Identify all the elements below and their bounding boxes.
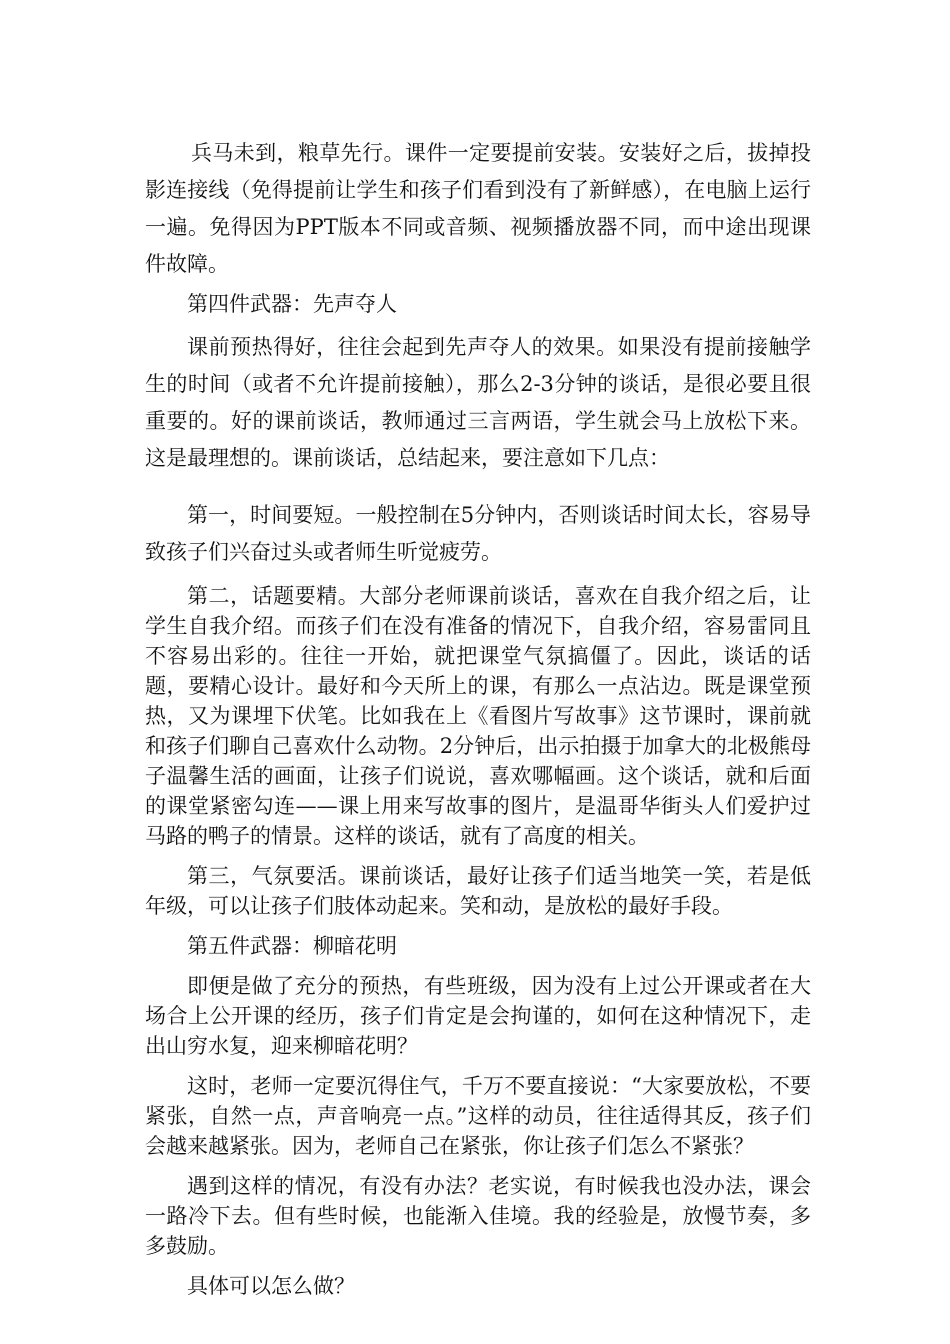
section-heading-weapon-four: 第四件武器：先声夺人	[187, 292, 397, 316]
paragraph-warm-up: 课前预热得好，往往会起到先声夺人的效果。如果没有提前接触学生的时间（或者不允许提前接触），那么2-3分钟的谈话，是很必要且很重要的。好的课前谈话，教师通过三言两语，学生就会马上放松下来。这是最理想的。课前谈话，总结起来，要注意如下几点：	[145, 335, 811, 470]
paragraph-courseware-prep: 兵马未到，粮草先行。课件一定要提前安装。安装好之后，拔掉投影连接线（免得提前让学生和孩子们看到没有了新鲜感），在电脑上运行一遍。免得因为PPT版本不同或音频、视频播放器不同，而中途出现课件故障。	[145, 141, 811, 276]
paragraph-point-one: 第一，时间要短。一般控制在5分钟内，否则谈话时间太长，容易导致孩子们兴奋过头或者师生听觉疲劳。	[145, 503, 811, 564]
paragraph-stay-calm: 这时，老师一定要沉得住气，千万不要直接说：“大家要放松，不要紧张，自然一点，声音响亮一点。”这样的动员，往往适得其反，孩子们会越来越紧张。因为，老师自己在紧张，你让孩子们怎么不紧张？	[145, 1074, 811, 1158]
paragraph-point-two: 第二，话题要精。大部分老师课前谈话，喜欢在自我介绍之后，让学生自我介绍。而孩子们在没有准备的情况下，自我介绍，容易雷同且不容易出彩的。往往一开始，就把课堂气氛搞僵了。因此，谈话的话题，要精心设计。最好和今天所上的课，有那么一点沾边。既是课堂预热，又为课埋下伏笔。比如我在上《看图片写故事》这节课时，课前就和孩子们聊自己喜欢什么动物。2分钟后，出示拍摄于加拿大的北极熊母子温馨生活的画面，让孩子们说说，喜欢哪幅画。这个谈话，就和后面的课堂紧密勾连——课上用来写故事的图片，是温哥华街头人们爱护过马路的鸭子的情景。这样的谈话，就有了高度的相关。	[145, 584, 811, 848]
section-heading-weapon-five: 第五件武器：柳暗花明	[187, 934, 397, 958]
paragraph-shy-class: 即便是做了充分的预热，有些班级，因为没有上过公开课或者在大场合上公开课的经历，孩子们肯定是会拘谨的，如何在这种情况下，走出山穷水复，迎来柳暗花明？	[145, 974, 811, 1058]
document-body	[145, 135, 811, 1301]
paragraph-experience: 遇到这样的情况，有没有办法？老实说，有时候我也没办法，课会一路冷下去。但有些时候，也能渐入佳境。我的经验是，放慢节奏，多多鼓励。	[145, 1174, 811, 1258]
paragraph-question: 具体可以怎么做？	[187, 1274, 355, 1298]
paragraph-point-three: 第三，气氛要活。课前谈话，最好让孩子们适当地笑一笑，若是低年级，可以让孩子们肢体动起来。笑和动，是放松的最好手段。	[145, 864, 811, 918]
